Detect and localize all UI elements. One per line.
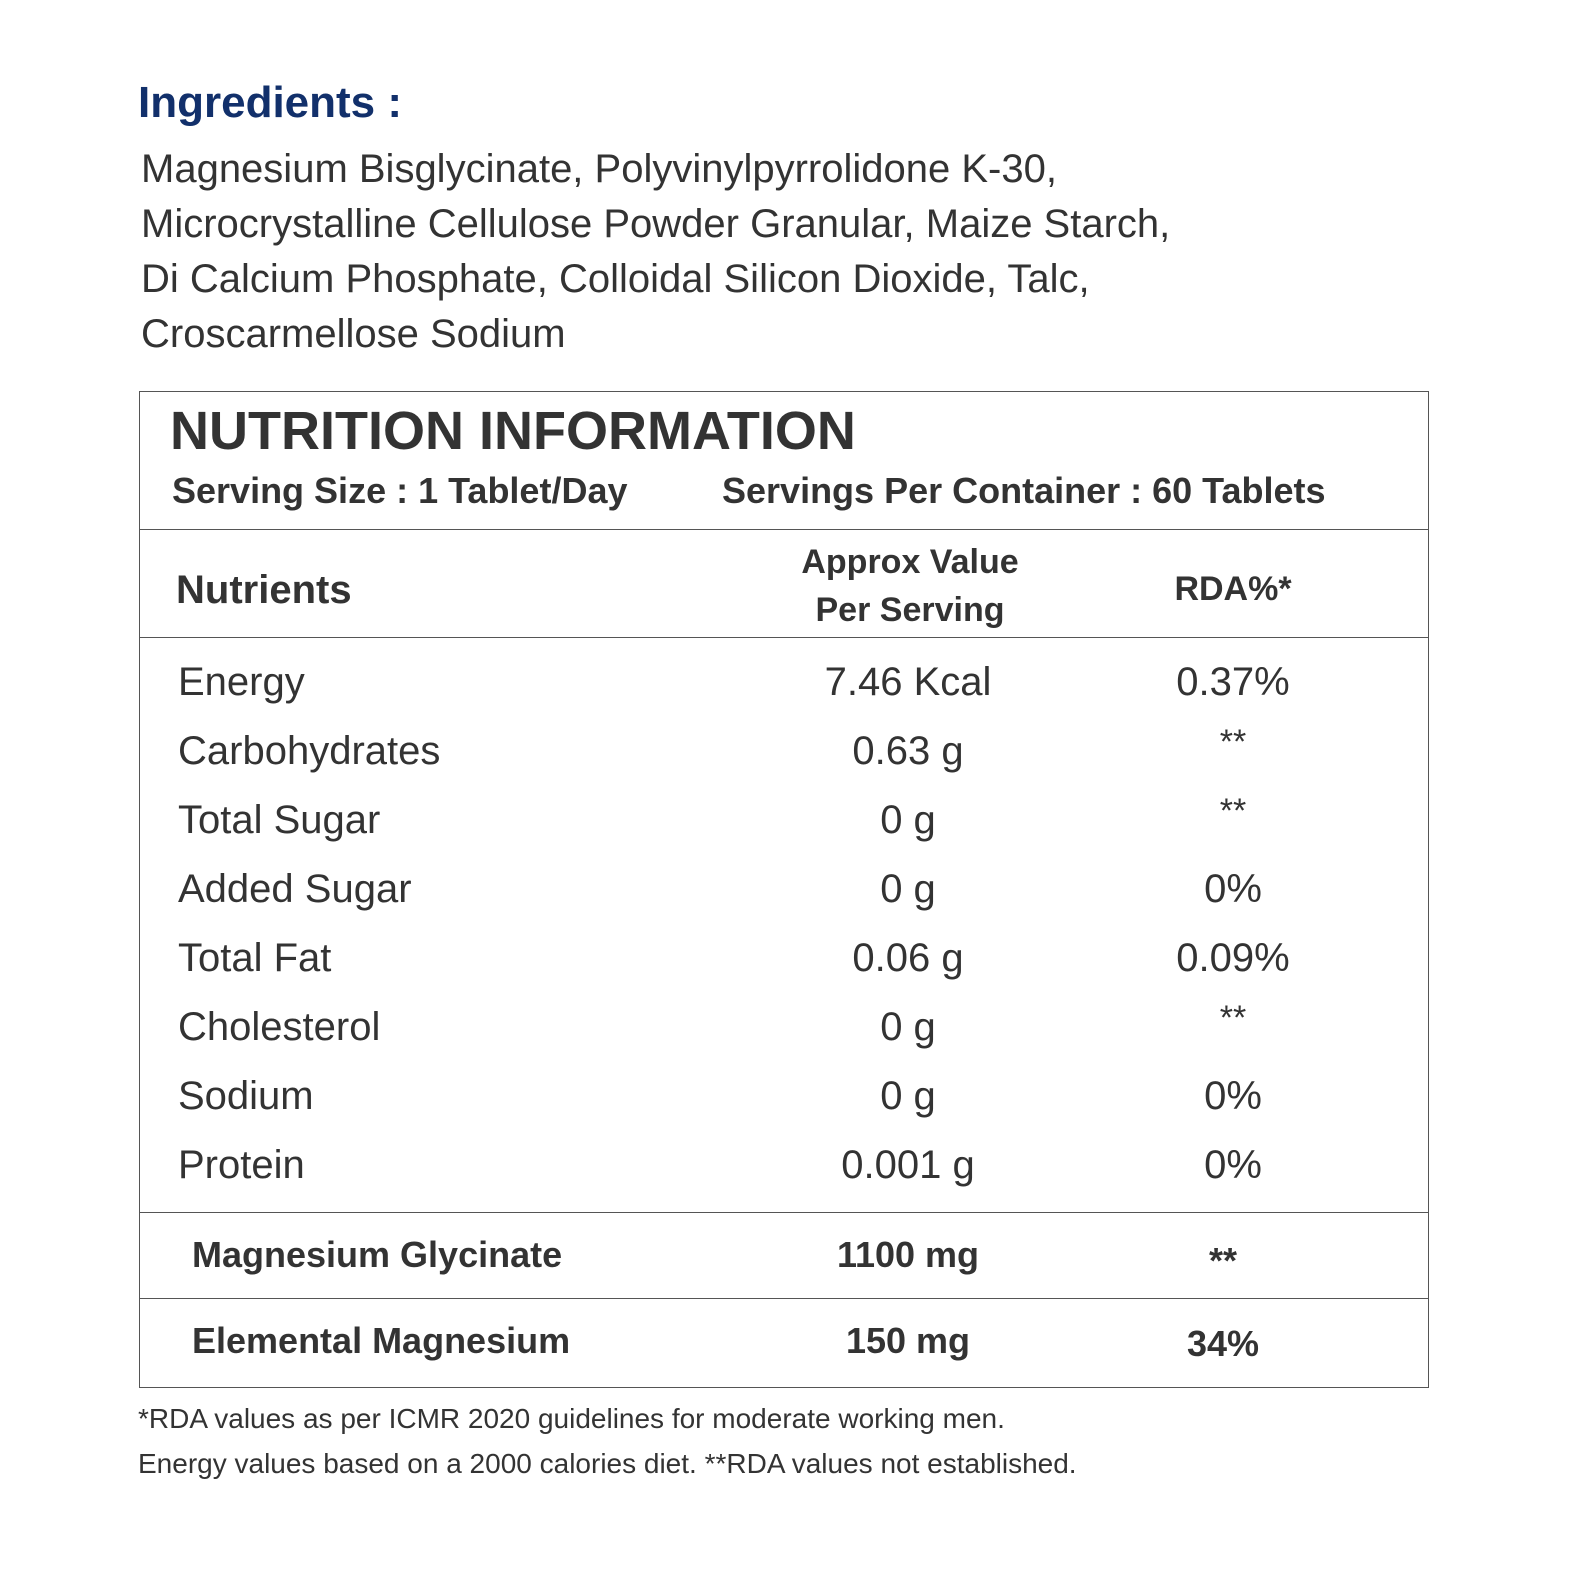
nutrient-row [140, 786, 1428, 855]
nutrient-rda: ** [1219, 723, 1247, 761]
nutrient-name: Added Sugar [178, 867, 412, 911]
footnote-energy: Energy values based on a 2000 calories diet. **RDA values not established. [138, 1448, 1077, 1479]
nutrient-value: 0 g [880, 1074, 936, 1118]
ingredients-title: Ingredients : [138, 78, 403, 127]
ingredients-list [141, 142, 1441, 362]
divider [140, 637, 1428, 638]
nutrient-rda: ** [1219, 792, 1247, 830]
nutrient-row [140, 993, 1428, 1062]
nutrient-name: Cholesterol [178, 1005, 381, 1049]
nutrient-row [140, 1131, 1428, 1200]
nutrient-value: 0.06 g [852, 936, 964, 980]
nutrient-value: 0 g [880, 798, 936, 842]
nutrient-row [140, 717, 1428, 786]
nutrient-name: Energy [178, 660, 305, 704]
nutrient-name: Protein [178, 1143, 305, 1187]
nutrient-name: Carbohydrates [178, 729, 441, 773]
serving-size: Serving Size : 1 Tablet/Day [172, 470, 628, 511]
nutrient-rda: 0% [1204, 1074, 1262, 1118]
nutrient-rda: 0% [1204, 1143, 1262, 1187]
header-nutrients: Nutrients [176, 568, 352, 612]
nutrient-rda: 0.09% [1176, 936, 1290, 980]
nutrient-rda: 0% [1204, 867, 1262, 911]
highlight-name: Magnesium Glycinate [192, 1234, 563, 1275]
nutrient-value: 0 g [880, 1005, 936, 1049]
ingredients-line: Microcrystalline Cellulose Powder Granular, Maize Starch, [141, 202, 1171, 246]
nutrient-value: 0 g [880, 867, 936, 911]
divider [140, 1298, 1428, 1299]
ingredients-line: Croscarmellose Sodium [141, 312, 566, 356]
servings-per-container: Servings Per Container : 60 Tablets [722, 470, 1326, 511]
divider [140, 1212, 1428, 1213]
nutrient-value: 0.63 g [852, 729, 964, 773]
nutrition-title: NUTRITION INFORMATION [170, 401, 856, 461]
header-rda: RDA%* [1174, 570, 1292, 608]
header-approx-value-line1: Approx Value [801, 543, 1019, 581]
nutrition-panel [139, 391, 1429, 1388]
nutrient-name: Total Fat [178, 936, 332, 980]
nutrient-name: Sodium [178, 1074, 314, 1118]
nutrient-value: 7.46 Kcal [824, 660, 992, 704]
nutrient-rda: 0.37% [1176, 660, 1290, 704]
highlight-value: 150 mg [845, 1320, 971, 1361]
highlight-name: Elemental Magnesium [192, 1320, 571, 1361]
nutrient-rda: ** [1219, 999, 1247, 1037]
nutrient-name: Total Sugar [178, 798, 381, 842]
header-approx-value-line2: Per Serving [815, 591, 1005, 629]
header-approx-value [760, 538, 1060, 634]
nutrient-row [140, 648, 1428, 717]
nutrient-row [140, 924, 1428, 993]
nutrient-value: 0.001 g [841, 1143, 975, 1187]
nutrient-row [140, 1062, 1428, 1131]
ingredients-line: Magnesium Bisglycinate, Polyvinylpyrrolidone K-30, [141, 147, 1057, 191]
nutrient-row [140, 855, 1428, 924]
ingredients-line: Di Calcium Phosphate, Colloidal Silicon Dioxide, Talc, [141, 257, 1090, 301]
highlight-rda: ** [1208, 1240, 1238, 1281]
highlight-rda: 34% [1186, 1323, 1260, 1364]
footnote-rda: *RDA values as per ICMR 2020 guidelines for moderate working men. [138, 1403, 1005, 1434]
highlight-value: 1100 mg [836, 1234, 980, 1275]
divider [140, 529, 1428, 530]
